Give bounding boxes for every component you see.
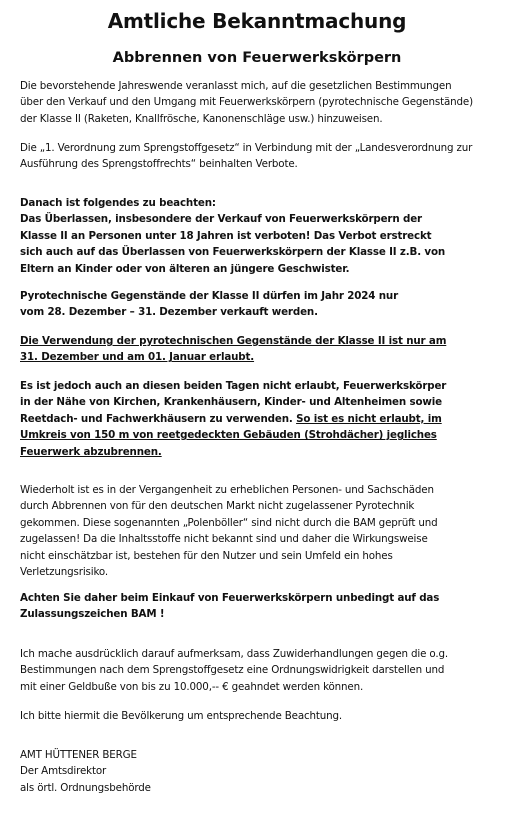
text-line: Umkreis von 150 m von reetgedeckten Gebäuden (Strohdächer) jegliches [20, 429, 437, 442]
paragraph-verordnung [20, 140, 506, 173]
text-line: 31. Dezember und am 01. Januar erlaubt. [20, 351, 255, 364]
text-line: Eltern an Kinder oder von älteren an jüngere Geschwister. [20, 262, 350, 275]
text-line: Pyrotechnische Gegenstände der Klasse II dürfen im Jahr 2024 nur [20, 290, 399, 302]
text-line: Bestimmungen nach dem Sprengstoffgesetz eine Ordnungswidrigkeit darstellen und [20, 664, 445, 677]
text-line: nicht einschätzbar ist, bestehen für den Nutzer und sein Umfeld ein hohes [20, 549, 393, 562]
text-line: Die „1. Verordnung zum Sprengstoffgesetz“ in Verbindung mit der „Landesverordnung zur [20, 142, 473, 154]
text-line: vom 28. Dezember – 31. Dezember verkauft werden. [20, 306, 318, 319]
text-line: Danach ist folgendes zu beachten: [20, 197, 216, 209]
text-line: über den Verkauf und den Umgang mit Feuerwerkskörpern (pyrotechnische Gegenstände) [20, 96, 473, 109]
text-line: mit einer Geldbuße von bis zu 10.000,-- € geahndet werden können. [20, 680, 364, 693]
paragraph-beachtung [20, 708, 506, 724]
notice-title: Amtliche Bekanntmachung [107, 9, 407, 33]
paragraph-naehe [20, 378, 506, 460]
text-line: Es ist jedoch auch an diesen beiden Tagen nicht erlaubt, Feuerwerkskörper [20, 380, 447, 392]
paragraph-intro [20, 78, 506, 127]
paragraph-bam [20, 590, 506, 623]
paragraph-beachten [20, 195, 506, 277]
paragraph-verkauf [20, 288, 506, 321]
notice-subtitle: Abbrennen von Feuerwerkskörpern [112, 50, 402, 66]
text-line: Ich mache ausdrücklich darauf aufmerksam, dass Zuwiderhandlungen gegen die o.g. [20, 648, 449, 660]
text-line: Wiederholt ist es in der Vergangenheit zu erheblichen Personen- und Sachschäden [20, 484, 434, 496]
paragraph-verwendung [20, 333, 506, 366]
text-line: sich auch auf das Überlassen von Feuerwerkskörpern der Klasse II z.B. von [20, 246, 446, 259]
text-line: Zulassungszeichen BAM ! [20, 608, 165, 621]
signature-function: als örtl. Ordnungsbehörde [20, 781, 151, 794]
text-line: durch Abbrennen von für den deutschen Markt nicht zugelassener Pyrotechnik [20, 500, 415, 513]
text-line: zugelassen! Da die Inhaltsstoffe nicht bekannt sind und daher die Wirkungsweise [20, 533, 428, 546]
text-line [20, 411, 506, 427]
text-line: Die Verwendung der pyrotechnischen Gegenstände der Klasse II ist nur am [20, 335, 447, 347]
signature-role: Der Amtsdirektor [20, 765, 107, 778]
text-line: Das Überlassen, insbesondere der Verkauf von Feuerwerkskörpern der [20, 213, 422, 226]
text-line: Ausführung des Sprengstoffrechts“ beinhalten Verbote. [20, 158, 298, 171]
text-line: Die bevorstehende Jahreswende veranlasst mich, auf die gesetzlichen Bestimmungen [20, 80, 452, 92]
text-segment-underlined: So ist es nicht erlaubt, im [296, 412, 442, 425]
text-line: der Klasse II (Raketen, Knallfrösche, Kanonenschläge usw.) hinzuweisen. [20, 112, 383, 125]
text-line: Klasse II an Personen unter 18 Jahren ist verboten! Das Verbot erstreckt [20, 229, 432, 242]
signature-block [20, 747, 506, 796]
text-line: Feuerwerk abzubrennen. [20, 445, 162, 458]
text-line: Verletzungsrisiko. [20, 566, 109, 579]
paragraph-zuwiderhandlungen [20, 646, 506, 695]
text-line: in der Nähe von Kirchen, Krankenhäusern, Kinder- und Altenheimen sowie [20, 396, 442, 409]
text-line: Ich bitte hiermit die Bevölkerung um entsprechende Beachtung. [20, 710, 343, 722]
signature-authority: AMT HÜTTENER BERGE [20, 749, 137, 761]
paragraph-vergangenheit [20, 482, 506, 580]
text-line: gekommen. Diese sogenannten „Polenböller“ sind nicht durch die BAM geprüft und [20, 516, 438, 529]
text-line: Achten Sie daher beim Einkauf von Feuerwerkskörpern unbedingt auf das [20, 592, 440, 604]
text-segment: Reetdach- und Fachwerkhäusern zu verwenden. [20, 412, 297, 425]
